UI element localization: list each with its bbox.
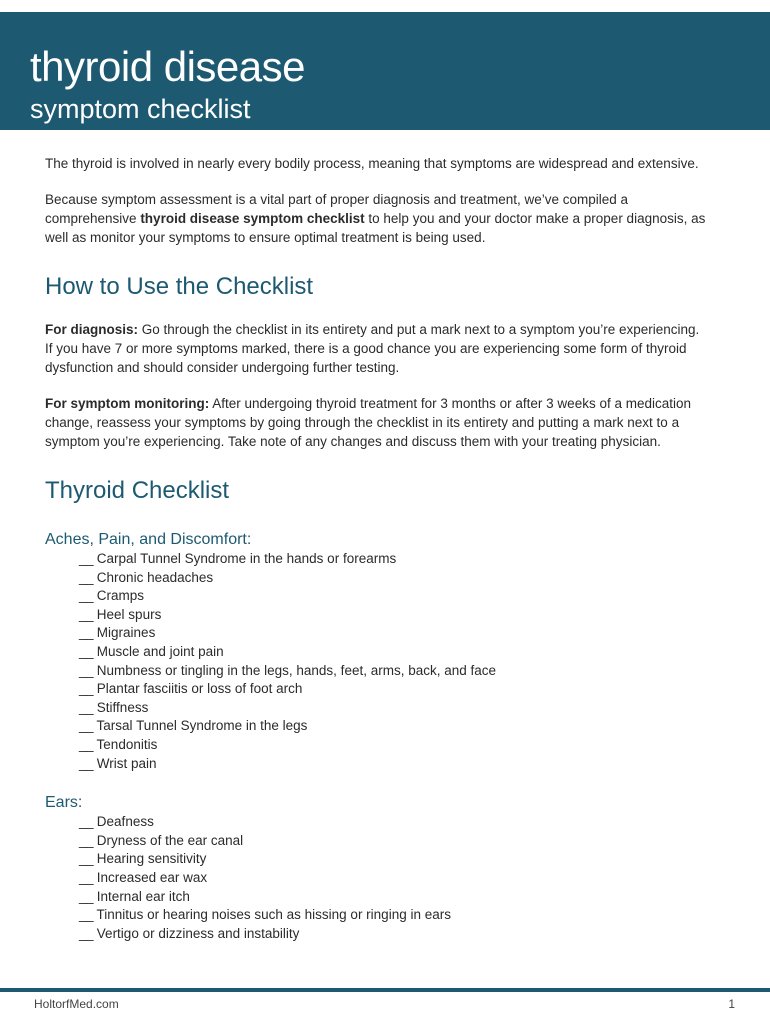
intro-text-end: to help you and your doctor make a proper diagnosis, as well as monitor your symptoms to ensure optimal treatment is being used. — [45, 211, 706, 245]
intro-text-start: Because symptom assessment is a vital part of proper diagnosis and treatment, we’ve compiled a comprehensive — [45, 192, 629, 226]
checkbox-blank[interactable]: __ — [79, 718, 94, 734]
symptom-label: Chronic headaches — [96, 569, 214, 585]
symptom-label: Dryness of the ear canal — [96, 832, 244, 848]
symptom-item — [79, 569, 710, 588]
symptom-item — [79, 850, 710, 869]
checkbox-blank[interactable]: __ — [79, 851, 94, 867]
category-heading: Aches, Pain, and Discomfort: — [45, 531, 252, 548]
checklist-categories — [45, 530, 710, 943]
diagnosis-text: Go through the checklist in its entirety and put a mark next to a symptom you’re experiencing. If you have 7 or more symptoms marked, there is a good chance you are experiencing some form of thyroid dysfunction and should consider undergoing further testing. — [45, 322, 700, 375]
symptom-item — [79, 699, 710, 718]
checkbox-blank[interactable]: __ — [79, 662, 94, 678]
page-subtitle: symptom checklist — [30, 94, 251, 124]
symptom-label: Plantar fasciitis or loss of foot arch — [96, 681, 303, 697]
symptom-list — [45, 550, 710, 773]
checkbox-blank[interactable]: __ — [79, 755, 94, 771]
checkbox-blank[interactable]: __ — [79, 869, 94, 885]
checkbox-blank[interactable]: __ — [79, 832, 94, 848]
symptom-item — [79, 587, 710, 606]
monitoring-text: After undergoing thyroid treatment for 3 months or after 3 weeks of a medication change, reassess your symptoms by going through the checklist in its entirety and putting a mark next to a symptom you’re experiencing. Take note of any changes and discuss them with your treating physician. — [45, 396, 692, 449]
symptom-item — [79, 832, 710, 851]
symptom-label: Carpal Tunnel Syndrome in the hands or forearms — [96, 551, 397, 566]
monitoring-label: For symptom monitoring: — [45, 396, 210, 411]
symptom-item — [79, 606, 710, 625]
symptom-item — [79, 643, 710, 662]
symptom-item — [79, 869, 710, 888]
symptom-label: Muscle and joint pain — [96, 643, 224, 659]
monitoring-paragraph — [45, 394, 710, 451]
checkbox-blank[interactable]: __ — [79, 588, 94, 604]
symptom-item — [79, 755, 710, 774]
checkbox-blank[interactable]: __ — [79, 569, 94, 585]
symptom-label: Wrist pain — [96, 755, 157, 771]
checkbox-blank[interactable]: __ — [79, 551, 94, 566]
symptom-item — [79, 813, 710, 832]
checkbox-blank[interactable]: __ — [79, 681, 94, 697]
symptom-item — [79, 717, 710, 736]
symptom-label: Internal ear itch — [96, 888, 190, 904]
category-heading: Ears: — [45, 794, 83, 812]
symptom-label: Cramps — [96, 588, 145, 604]
symptom-item — [79, 925, 710, 944]
checkbox-blank[interactable]: __ — [79, 814, 94, 830]
checkbox-blank[interactable]: __ — [79, 699, 94, 715]
page-header — [0, 12, 770, 130]
symptom-label: Stiffness — [96, 699, 149, 715]
checklist-heading: Thyroid Checklist — [45, 477, 230, 504]
checkbox-blank[interactable]: __ — [79, 736, 94, 752]
symptom-label: Tendonitis — [96, 736, 158, 752]
symptom-item — [79, 624, 710, 643]
symptom-label: Deafness — [96, 814, 154, 830]
symptom-label: Vertigo or dizziness and instability — [96, 925, 300, 941]
diagnosis-label: For diagnosis: — [45, 322, 139, 337]
document-body — [45, 154, 710, 963]
diagnosis-paragraph — [45, 320, 710, 377]
symptom-label: Heel spurs — [96, 606, 162, 622]
symptom-item — [79, 888, 710, 907]
page-number: 1 — [728, 997, 735, 1011]
symptom-item — [79, 906, 710, 925]
symptom-label: Tarsal Tunnel Syndrome in the legs — [96, 718, 308, 734]
checkbox-blank[interactable]: __ — [79, 606, 94, 622]
checkbox-blank[interactable]: __ — [79, 888, 94, 904]
how-to-heading: How to Use the Checklist — [45, 273, 314, 300]
intro-bold-text: thyroid disease symptom checklist — [140, 211, 365, 226]
footer-divider — [0, 988, 770, 992]
symptom-label: Hearing sensitivity — [96, 851, 207, 867]
symptom-label: Migraines — [96, 625, 156, 641]
intro-paragraph-2 — [45, 190, 710, 247]
footer-site: HoltorfMed.com — [34, 997, 119, 1011]
symptom-label: Increased ear wax — [96, 869, 208, 885]
checkbox-blank[interactable]: __ — [79, 925, 94, 941]
checkbox-blank[interactable]: __ — [79, 907, 94, 923]
symptom-item — [79, 662, 710, 681]
checkbox-blank[interactable]: __ — [79, 643, 94, 659]
symptom-item — [79, 550, 710, 569]
symptom-list — [45, 813, 710, 943]
checkbox-blank[interactable]: __ — [79, 625, 94, 641]
intro-paragraph-1: The thyroid is involved in nearly every bodily process, meaning that symptoms are widespread and extensive. — [45, 156, 699, 171]
page-title: thyroid disease — [30, 43, 305, 90]
symptom-label: Numbness or tingling in the legs, hands, feet, arms, back, and face — [96, 662, 497, 678]
symptom-item — [79, 680, 710, 699]
symptom-item — [79, 736, 710, 755]
symptom-label: Tinnitus or hearing noises such as hissing or ringing in ears — [96, 907, 451, 923]
